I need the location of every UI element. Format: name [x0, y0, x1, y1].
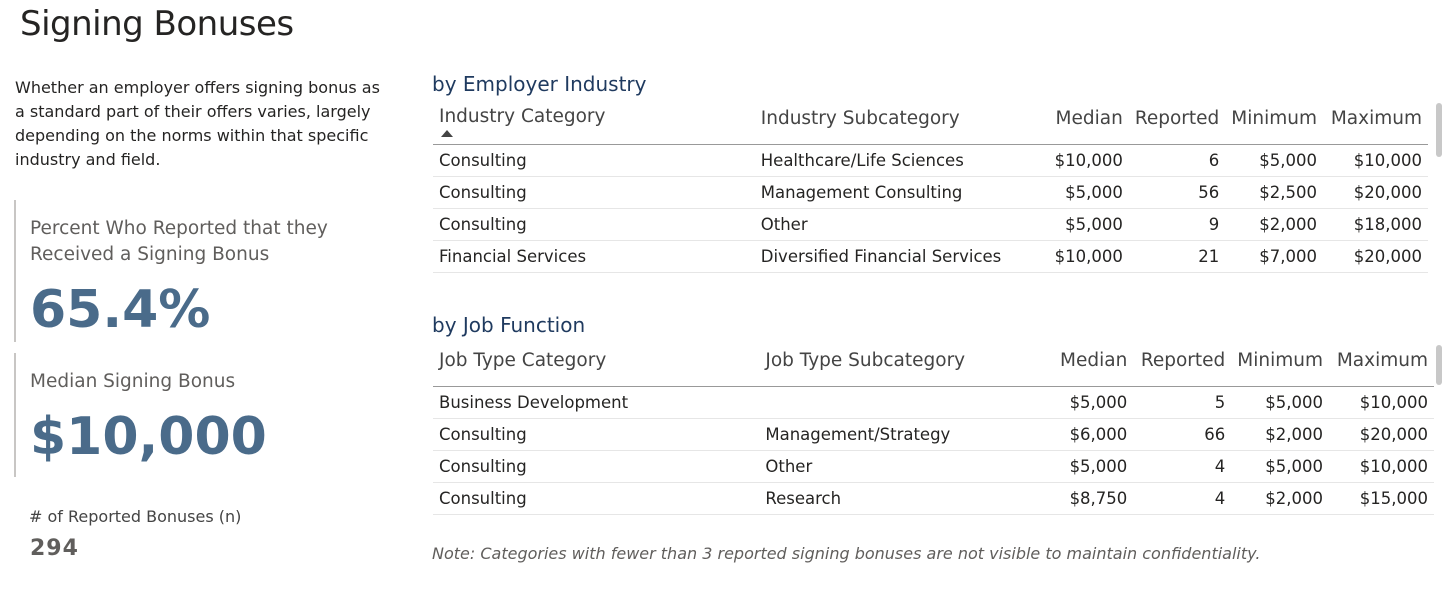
percent-value: 65.4%	[30, 280, 211, 340]
table-cell: $20,000	[1329, 418, 1434, 450]
percent-card	[14, 200, 374, 342]
intro-text: Whether an employer offers signing bonus as a standard part of their offers varies, largely depending on the norms within that specific industry and field.	[15, 78, 380, 169]
col-header-minimum[interactable]: Minimum	[1231, 344, 1329, 386]
col-header-maximum[interactable]: Maximum	[1329, 344, 1434, 386]
table-cell: $5,000	[1231, 450, 1329, 482]
col-header-minimum[interactable]: Minimum	[1225, 102, 1323, 144]
job-table-scrollbar[interactable]	[1436, 345, 1442, 385]
table-cell: $6,000	[1048, 418, 1133, 450]
table-row[interactable]	[433, 240, 1428, 272]
industry-table-scrollbar[interactable]	[1436, 103, 1442, 157]
job-header-row	[433, 344, 1434, 386]
table-cell: 56	[1129, 176, 1225, 208]
job-section-title: by Job Function	[432, 313, 586, 337]
median-card	[14, 353, 374, 477]
col-header-median[interactable]: Median	[1048, 344, 1133, 386]
col-header-maximum[interactable]: Maximum	[1323, 102, 1428, 144]
table-cell: $2,500	[1225, 176, 1323, 208]
table-cell: Research	[759, 482, 1048, 514]
count-label: # of Reported Bonuses (n)	[29, 507, 242, 526]
table-cell: $5,000	[1044, 208, 1129, 240]
median-value: $10,000	[30, 407, 267, 467]
table-row[interactable]	[433, 450, 1434, 482]
table-cell: 4	[1133, 482, 1231, 514]
table-cell: $10,000	[1044, 240, 1129, 272]
table-cell: $20,000	[1323, 176, 1428, 208]
table-row[interactable]	[433, 176, 1428, 208]
job-table	[433, 344, 1434, 515]
table-cell: 21	[1129, 240, 1225, 272]
table-cell: Management Consulting	[755, 176, 1044, 208]
table-cell: Healthcare/Life Sciences	[755, 144, 1044, 176]
col-header-label: Industry Category	[439, 106, 606, 127]
table-cell: 5	[1133, 386, 1231, 418]
table-cell: $2,000	[1225, 208, 1323, 240]
table-cell	[759, 386, 1048, 418]
table-cell: Consulting	[433, 144, 755, 176]
table-cell: $5,000	[1231, 386, 1329, 418]
table-cell: Financial Services	[433, 240, 755, 272]
table-cell: $7,000	[1225, 240, 1323, 272]
table-cell: $10,000	[1329, 386, 1434, 418]
sort-ascending-icon	[441, 130, 453, 137]
table-cell: $5,000	[1225, 144, 1323, 176]
table-cell: Consulting	[433, 450, 759, 482]
table-row[interactable]	[433, 208, 1428, 240]
table-cell: 9	[1129, 208, 1225, 240]
table-cell: $5,000	[1048, 450, 1133, 482]
count-value: 294	[30, 536, 79, 561]
table-row[interactable]	[433, 418, 1434, 450]
table-cell: Consulting	[433, 482, 759, 514]
table-cell: $10,000	[1329, 450, 1434, 482]
percent-label: Percent Who Reported that they Received a Signing Bonus	[30, 218, 328, 265]
table-cell: Diversified Financial Services	[755, 240, 1044, 272]
page-title: Signing Bonuses	[20, 4, 294, 44]
table-cell: Consulting	[433, 176, 755, 208]
col-header-median[interactable]: Median	[1044, 102, 1129, 144]
col-header-reported[interactable]: Reported	[1133, 344, 1231, 386]
col-header-industry-category[interactable]	[433, 102, 755, 144]
table-cell: $5,000	[1048, 386, 1133, 418]
col-header-job-type-subcategory[interactable]: Job Type Subcategory	[759, 344, 1048, 386]
table-cell: $2,000	[1231, 482, 1329, 514]
table-cell: $5,000	[1044, 176, 1129, 208]
table-cell: Consulting	[433, 208, 755, 240]
col-header-job-type-category[interactable]: Job Type Category	[433, 344, 759, 386]
table-cell: $2,000	[1231, 418, 1329, 450]
col-header-industry-subcategory[interactable]: Industry Subcategory	[755, 102, 1044, 144]
table-cell: $10,000	[1044, 144, 1129, 176]
industry-table-viewport[interactable]	[433, 102, 1428, 278]
industry-section-title: by Employer Industry	[432, 72, 647, 96]
table-cell: 66	[1133, 418, 1231, 450]
median-label: Median Signing Bonus	[30, 371, 236, 392]
table-cell: 6	[1129, 144, 1225, 176]
table-cell: $15,000	[1329, 482, 1434, 514]
table-cell: Consulting	[433, 418, 759, 450]
table-cell: Business Development	[433, 386, 759, 418]
table-cell: $10,000	[1323, 144, 1428, 176]
confidentiality-note: Note: Categories with fewer than 3 reported signing bonuses are not visible to maintain confidentiality.	[432, 544, 1261, 563]
table-row[interactable]	[433, 386, 1434, 418]
table-cell: 4	[1133, 450, 1231, 482]
table-cell: Management/Strategy	[759, 418, 1048, 450]
industry-table	[433, 102, 1428, 273]
table-row[interactable]	[433, 482, 1434, 514]
industry-header-row	[433, 102, 1428, 144]
table-cell: $18,000	[1323, 208, 1428, 240]
table-cell: $8,750	[1048, 482, 1133, 514]
table-cell: $20,000	[1323, 240, 1428, 272]
table-cell: Other	[759, 450, 1048, 482]
table-cell: Other	[755, 208, 1044, 240]
col-header-reported[interactable]: Reported	[1129, 102, 1225, 144]
table-row[interactable]	[433, 144, 1428, 176]
